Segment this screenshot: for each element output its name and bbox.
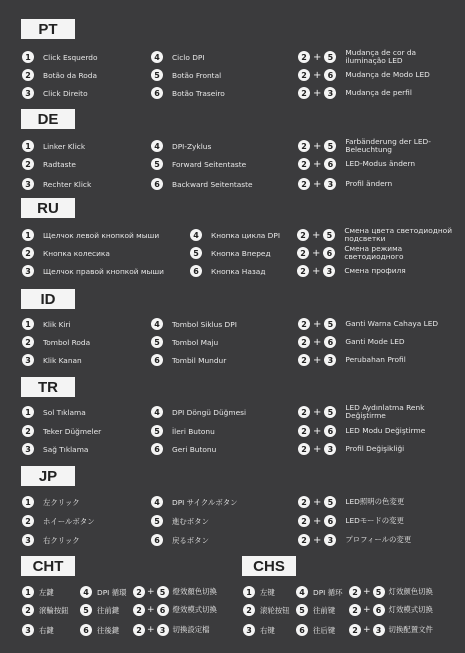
number-badge: 2 (298, 51, 310, 63)
plus-sign: + (313, 69, 322, 81)
de-section-tag: DE (21, 109, 75, 129)
button-label: Ciclo DPI (172, 52, 205, 62)
number-badge: 2 (22, 604, 34, 616)
number-badge: 3 (22, 354, 34, 366)
de-button-4 (151, 139, 211, 153)
combo-label: Ganti Warna Cahaya LED (345, 318, 439, 328)
number-badge: 6 (157, 604, 169, 616)
plus-sign: + (147, 587, 155, 597)
combo-label: LED-Modus ändern (345, 158, 416, 168)
number-badge: 2 (298, 336, 310, 348)
combo-label: Смена цвета светодиодной подсветки (344, 225, 452, 243)
id-combo-1 (298, 317, 455, 331)
number-badge: 4 (296, 586, 308, 598)
number-badge: 2 (297, 247, 309, 259)
number-badge: 2 (22, 247, 34, 259)
number-badge: 5 (324, 496, 336, 508)
plus-sign: + (363, 605, 371, 615)
number-badge: 2 (243, 604, 255, 616)
button-label: 往前键 (313, 605, 336, 615)
plus-sign: + (363, 587, 371, 597)
plus-sign: + (313, 406, 322, 418)
number-badge: 2 (298, 406, 310, 418)
number-badge: 2 (22, 515, 34, 527)
chs-button-1 (243, 585, 275, 599)
button-label: 滚轮按钮 (260, 605, 290, 615)
number-badge: 2 (298, 158, 310, 170)
button-label: Geri Butonu (172, 444, 217, 454)
chs-button-5 (296, 603, 335, 617)
number-badge: 1 (22, 140, 34, 152)
de-button-3 (22, 177, 91, 191)
pt-button-3 (22, 86, 88, 100)
button-label: Backward Seitentaste (172, 179, 253, 189)
pt-button-1 (22, 50, 98, 64)
button-label: 右クリック (43, 535, 80, 545)
tr-section-tag: TR (21, 377, 75, 397)
combo-label: Mudança de cor da iluminação LED (345, 47, 417, 65)
number-badge: 6 (151, 354, 163, 366)
de-combo-3 (298, 177, 455, 191)
pt-combo-1 (298, 47, 455, 65)
button-label: DPI Döngü Düğmesi (172, 407, 247, 417)
number-badge: 5 (324, 51, 336, 63)
number-badge: 2 (298, 443, 310, 455)
de-button-2 (22, 157, 76, 171)
number-badge: 2 (298, 425, 310, 437)
plus-sign: + (147, 605, 155, 615)
button-label: Teker Düğmeler (43, 426, 102, 436)
number-badge: 6 (151, 87, 163, 99)
number-badge: 2 (349, 604, 361, 616)
cht-section-tag: CHT (21, 556, 75, 576)
button-label: Forward Seitentaste (172, 159, 247, 169)
number-badge: 2 (22, 336, 34, 348)
combo-label: Perubahan Profil (345, 354, 406, 364)
number-badge: 3 (243, 624, 255, 636)
number-badge: 6 (324, 336, 336, 348)
number-badge: 5 (324, 406, 336, 418)
button-label: 進むボタン (172, 516, 209, 526)
button-label: Botão Traseiro (172, 88, 225, 98)
button-label: Botão da Roda (43, 70, 98, 80)
plus-sign: + (312, 229, 321, 241)
number-badge: 2 (133, 604, 145, 616)
button-label: Linker Klick (43, 141, 86, 151)
number-badge: 5 (157, 586, 169, 598)
cht-combo-1 (133, 585, 217, 599)
tr-button-6 (151, 442, 216, 456)
number-badge: 1 (22, 586, 34, 598)
number-badge: 4 (151, 140, 163, 152)
button-label: ホイールボタン (43, 516, 95, 526)
de-combo-1 (298, 136, 455, 154)
id-button-1 (22, 317, 71, 331)
plus-sign: + (313, 336, 322, 348)
combo-label: 燈效顏色切換 (172, 586, 217, 596)
pt-button-2 (22, 68, 97, 82)
number-badge: 3 (324, 443, 336, 455)
plus-sign: + (313, 318, 322, 330)
ru-button-1 (22, 228, 159, 242)
number-badge: 6 (324, 425, 336, 437)
button-label: 左鍵 (39, 587, 54, 597)
number-badge: 2 (298, 178, 310, 190)
id-button-3 (22, 353, 82, 367)
number-badge: 3 (324, 534, 336, 546)
combo-label: Profil ändern (345, 178, 393, 188)
cht-button-4 (80, 585, 126, 599)
ru-combo-2 (297, 243, 456, 261)
number-badge: 5 (151, 515, 163, 527)
jp-button-2 (22, 514, 95, 528)
plus-sign: + (147, 625, 155, 635)
pt-button-4 (151, 50, 205, 64)
combo-label: Ganti Mode LED (345, 336, 405, 346)
cht-combo-2 (133, 603, 217, 617)
pt-button-6 (151, 86, 225, 100)
plus-sign: + (313, 443, 322, 455)
chs-combo-3 (349, 623, 433, 637)
button-label: Sağ Tıklama (43, 444, 89, 454)
number-badge: 6 (151, 178, 163, 190)
tr-button-3 (22, 442, 88, 456)
number-badge: 2 (22, 69, 34, 81)
combo-label: LED照明の色変更 (345, 496, 405, 506)
button-label: 左クリック (43, 497, 80, 507)
number-badge: 6 (373, 604, 385, 616)
jp-combo-3 (298, 533, 455, 547)
number-badge: 2 (298, 140, 310, 152)
combo-label: Mudança de perfil (345, 87, 412, 97)
jp-combo-2 (298, 514, 455, 528)
number-badge: 5 (373, 586, 385, 598)
plus-sign: + (313, 515, 322, 527)
chs-combo-2 (349, 603, 433, 617)
plus-sign: + (313, 140, 322, 152)
number-badge: 5 (324, 140, 336, 152)
cht-button-3 (22, 623, 54, 637)
ru-button-3 (22, 264, 164, 278)
chs-button-2 (243, 603, 290, 617)
button-label: 右鍵 (39, 625, 54, 635)
number-badge: 2 (349, 624, 361, 636)
jp-combo-1 (298, 495, 455, 509)
button-label: 左键 (260, 587, 275, 597)
button-label: Кнопка Назад (211, 266, 266, 276)
chs-button-3 (243, 623, 275, 637)
number-badge: 2 (297, 229, 309, 241)
number-badge: 5 (296, 604, 308, 616)
plus-sign: + (313, 178, 322, 190)
number-badge: 3 (22, 534, 34, 546)
id-button-2 (22, 335, 90, 349)
plus-sign: + (313, 87, 322, 99)
tr-button-4 (151, 405, 246, 419)
chs-combo-1 (349, 585, 433, 599)
number-badge: 3 (22, 87, 34, 99)
number-badge: 3 (373, 624, 385, 636)
jp-button-6 (151, 533, 209, 547)
number-badge: 3 (22, 443, 34, 455)
number-badge: 2 (22, 158, 34, 170)
number-badge: 3 (22, 178, 34, 190)
button-label: Кнопка колесика (43, 248, 110, 258)
jp-button-3 (22, 533, 80, 547)
pt-button-5 (151, 68, 221, 82)
chs-button-4 (296, 585, 342, 599)
cht-button-1 (22, 585, 54, 599)
cht-combo-3 (133, 623, 210, 637)
pt-combo-2 (298, 68, 455, 82)
combo-label: 切換設定檔 (172, 624, 210, 634)
number-badge: 2 (298, 534, 310, 546)
button-label: Rechter Klick (43, 179, 92, 189)
number-badge: 5 (324, 318, 336, 330)
combo-label: 灯效模式切换 (388, 604, 433, 614)
button-label: Botão Frontal (172, 70, 222, 80)
pt-combo-3 (298, 86, 455, 100)
combo-label: 燈效模式切換 (172, 604, 217, 614)
button-label: DPI 循环 (313, 587, 343, 597)
cht-button-6 (80, 623, 119, 637)
plus-sign: + (313, 158, 322, 170)
number-badge: 1 (22, 496, 34, 508)
button-label: Щелчок левой кнопкой мыши (43, 230, 160, 240)
number-badge: 4 (151, 406, 163, 418)
button-label: 往後鍵 (97, 625, 120, 635)
plus-sign: + (313, 496, 322, 508)
number-badge: 2 (298, 318, 310, 330)
number-badge: 3 (22, 624, 34, 636)
ru-button-6 (190, 264, 265, 278)
chs-button-6 (296, 623, 335, 637)
number-badge: 2 (298, 354, 310, 366)
de-button-1 (22, 139, 85, 153)
combo-label: 灯效颜色切换 (388, 586, 433, 596)
cht-button-5 (80, 603, 119, 617)
number-badge: 6 (324, 158, 336, 170)
number-badge: 2 (298, 515, 310, 527)
id-button-4 (151, 317, 237, 331)
number-badge: 3 (22, 265, 34, 277)
number-badge: 5 (151, 158, 163, 170)
number-badge: 1 (22, 318, 34, 330)
number-badge: 2 (297, 265, 309, 277)
id-button-6 (151, 353, 226, 367)
number-badge: 2 (298, 69, 310, 81)
plus-sign: + (313, 534, 322, 546)
button-label: 往后键 (313, 625, 336, 635)
number-badge: 5 (190, 247, 202, 259)
number-badge: 4 (151, 318, 163, 330)
plus-sign: + (312, 247, 321, 259)
chs-section-tag: CHS (242, 556, 296, 576)
number-badge: 6 (151, 534, 163, 546)
number-badge: 3 (157, 624, 169, 636)
number-badge: 2 (298, 496, 310, 508)
number-badge: 5 (151, 336, 163, 348)
number-badge: 2 (349, 586, 361, 598)
number-badge: 1 (22, 51, 34, 63)
ru-combo-3 (297, 264, 456, 278)
combo-label: Смена режима светодиодного (344, 243, 404, 261)
button-label: Tombil Mundur (172, 355, 227, 365)
cht-button-2 (22, 603, 69, 617)
button-label: Radtaste (43, 159, 76, 169)
button-label: 往前鍵 (97, 605, 120, 615)
de-button-5 (151, 157, 246, 171)
tr-combo-3 (298, 442, 455, 456)
button-label: DPI 循環 (97, 587, 127, 597)
ru-button-4 (190, 228, 280, 242)
number-badge: 1 (243, 586, 255, 598)
id-combo-2 (298, 335, 455, 349)
button-label: Klik Kanan (43, 355, 82, 365)
de-combo-2 (298, 157, 455, 171)
ru-button-5 (190, 246, 271, 260)
button-label: 戻るボタン (172, 535, 209, 545)
button-label: Кнопка цикла DPI (211, 230, 281, 240)
pt-section-tag: PT (21, 19, 75, 39)
ru-combo-1 (297, 225, 456, 243)
button-label: Sol Tıklama (43, 407, 86, 417)
tr-button-2 (22, 424, 101, 438)
tr-button-1 (22, 405, 86, 419)
number-badge: 6 (80, 624, 92, 636)
number-badge: 4 (80, 586, 92, 598)
number-badge: 2 (22, 425, 34, 437)
number-badge: 3 (323, 265, 335, 277)
number-badge: 6 (190, 265, 202, 277)
combo-label: Смена профиля (344, 265, 406, 275)
number-badge: 6 (324, 69, 336, 81)
button-label: 右键 (260, 625, 275, 635)
plus-sign: + (313, 425, 322, 437)
ru-section-tag: RU (21, 198, 75, 218)
number-badge: 3 (324, 178, 336, 190)
number-badge: 2 (298, 87, 310, 99)
jp-button-1 (22, 495, 80, 509)
plus-sign: + (313, 51, 322, 63)
button-label: Tombol Roda (43, 337, 91, 347)
combo-label: LED Aydınlatma Renk Değiştirme (345, 402, 425, 420)
number-badge: 1 (22, 406, 34, 418)
plus-sign: + (312, 265, 321, 277)
number-badge: 4 (190, 229, 202, 241)
button-label: DPI-Zyklus (172, 141, 212, 151)
combo-label: LEDモードの変更 (345, 515, 404, 525)
number-badge: 6 (324, 515, 336, 527)
combo-label: 切换配置文件 (388, 624, 433, 634)
number-badge: 4 (151, 51, 163, 63)
id-button-5 (151, 335, 218, 349)
number-badge: 5 (323, 229, 335, 241)
button-label: Click Direito (43, 88, 88, 98)
de-button-6 (151, 177, 253, 191)
button-label: Щелчок правой кнопкой мыши (43, 266, 164, 276)
tr-combo-1 (298, 402, 455, 420)
jp-button-5 (151, 514, 209, 528)
button-label: Кнопка Вперед (211, 248, 271, 258)
button-label: Click Esquerdo (43, 52, 98, 62)
button-label: 滾輪按鈕 (39, 605, 69, 615)
number-badge: 6 (296, 624, 308, 636)
number-badge: 1 (22, 229, 34, 241)
number-badge: 5 (151, 425, 163, 437)
plus-sign: + (363, 625, 371, 635)
jp-button-4 (151, 495, 238, 509)
button-label: Tombol Maju (172, 337, 219, 347)
number-badge: 4 (151, 496, 163, 508)
combo-label: Mudança de Modo LED (345, 69, 430, 79)
ru-button-2 (22, 246, 110, 260)
plus-sign: + (313, 354, 322, 366)
button-label: Klik Kiri (43, 319, 71, 329)
number-badge: 3 (324, 87, 336, 99)
button-label: İleri Butonu (172, 426, 215, 436)
combo-label: LED Modu Değiştirme (345, 425, 426, 435)
number-badge: 6 (151, 443, 163, 455)
number-badge: 2 (133, 586, 145, 598)
id-combo-3 (298, 353, 455, 367)
id-section-tag: ID (21, 289, 75, 309)
number-badge: 5 (151, 69, 163, 81)
number-badge: 3 (324, 354, 336, 366)
button-label: DPI サイクルボタン (172, 497, 238, 507)
tr-combo-2 (298, 424, 455, 438)
number-badge: 6 (323, 247, 335, 259)
number-badge: 5 (80, 604, 92, 616)
tr-button-5 (151, 424, 215, 438)
combo-label: プロフィールの変更 (345, 534, 412, 544)
number-badge: 2 (133, 624, 145, 636)
combo-label: Farbänderung der LED-Beleuchtung (345, 136, 431, 154)
combo-label: Profil Değişikliği (345, 443, 405, 453)
jp-section-tag: JP (21, 466, 75, 486)
button-label: Tombol Siklus DPI (172, 319, 237, 329)
